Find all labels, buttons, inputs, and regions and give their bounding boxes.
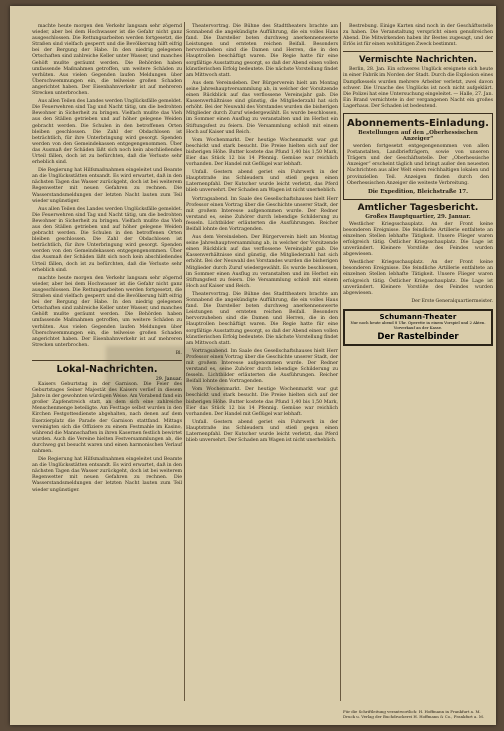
paragraph: Aus allen Teilen des Landes werden Unglücksfälle gemeldet. Die Feuerwehren sind Tag und Nacht tätig, um die bedrohten Bewohner in Sicherheit zu bringen. Vielfach mußte das Vieh aus den Ställen getrieben und auf höher gelegene Weiden gebracht werden. Die Schulen in den betroffenen Orten bleiben geschlossen. Die Zahl der Obdachlosen ist beträchtlich, für ihre Unterbringung wird gesorgt. Spenden werden von den Gemeindekassen entgegengenommen. Über das Ausmaß der Schäden läßt sich noch kein abschließendes Urteil fällen, doch ist zu befürchten, daß die Verluste sehr erheblich sind.: [32, 206, 182, 273]
abonnement-heading: Abonnements-Einladung.: [347, 118, 489, 130]
column-left: [32, 24, 182, 496]
lokal-article: [32, 382, 182, 494]
column-middle: [186, 24, 338, 446]
paragraph: Unfall. Gestern abend geriet ein Fuhrwerk in der Hauptstraße ins Schleudern und stieß gegen einen Laternenpfahl. Der Kutscher wurde leicht verletzt, das Pferd blieb unversehrt. Der Schaden am Wagen ist nicht unerheblich.: [186, 419, 338, 444]
lokal-date: 29. Januar.: [155, 376, 182, 382]
amtlicher-signature: Der Erste Generalquartiermeister.: [411, 298, 493, 304]
paragraph: Berlin, 28. Jan. Ein schweres Unglück ereignete sich heute in einer Fabrik im Norden der Stadt. Durch die Explosion eines Dampfkessels wurden mehrere Arbeiter verletzt, zwei davon schwer. Die Ursache des Unglücks ist noch nicht aufgeklärt. Die Polizei hat eine Untersuchung eingeleitet. — Halle, 27. Jan. Ein Brand vernichtete in der vergangenen Nacht ein großes Lagerhaus. Der Schaden ist bedeutend.: [343, 67, 493, 109]
ad-title: Schumann-Theater: [379, 312, 457, 321]
ad-main-title: Der Rastelbinder: [377, 332, 459, 343]
paragraph: machte heute morgen den Verkehr langsam sehr zögernd wieder, aber bei dem Hochwasser ist die Gefahr nicht ganz ausgeschlossen. Die Rettungsarbeiten werden fortgesetzt, die Straßen sind vielfach gesperrt und die Bevölkerung hilft eifrig bei der Bergung der Habe. In den niedrig gelegenen Ortschaften sind zahlreiche Keller unter Wasser, und manches Gehöft mußte geräumt werden. Die Behörden haben umfassende Maßnahmen getroffen, um weitere Schäden zu verhüten. Aus vielen Gegenden laufen Meldungen über Überschwemmungen ein, die teilweise großen Schaden angerichtet haben. Der Eisenbahnverkehr ist auf mehreren Strecken unterbrochen.: [32, 275, 182, 348]
paragraph: werden fortgesetzt entgegengenommen von allen Postanstalten, Landbriefträgern, sowie von unseren Trägern und der Geschäftsstelle. Der „Oberhessische Anzeiger“ erscheint täglich und bringt außer den neuesten Nachrichten aus aller Welt einen reichhaltigen lokalen und provinziellen Teil. Anzeigen finden durch den Oberhessischen Anzeiger die weiteste Verbreitung.: [347, 144, 489, 186]
column-rule: [340, 22, 341, 701]
paragraph: Vortragsabend. Im Saale des Gesellschaftshauses hielt Herr Professor einen Vortrag über die Geschichte unserer Stadt, der mit großem Interesse aufgenommen wurde. Der Redner verstand es, seine Zuhörer durch lebendige Schilderung zu fesseln. Lichtbilder erläuterten die Ausführungen. Reicher Beifall lohnte den Vortragenden.: [186, 348, 338, 385]
paragraph: Westlicher Kriegsschauplatz. An der Front keine besonderen Ereignisse. Die feindliche Artillerie entfaltete an einzelnen Stellen lebhafte Tätigkeit. Unsere Flieger waren erfolgreich tätig. Östlicher Kriegsschauplatz. Die Lage ist unverändert. Kleinere Vorstöße des Feindes wurden abgewiesen.: [343, 260, 493, 296]
paragraph: Vom Wochenmarkt. Der heutige Wochenmarkt war gut beschickt und stark besucht. Die Preise hielten sich auf der bisherigen Höhe. Butter kostete das Pfund 1,40 bis 1,50 Mark, Eier das Stück 12 bis 14 Pfennig. Gemüse war reichlich vorhanden. Der Handel mit Geflügel war lebhaft.: [186, 387, 338, 417]
paragraph: Unfall. Gestern abend geriet ein Fuhrwerk in der Hauptstraße ins Schleudern und stieß gegen einen Laternenpfahl. Der Kutscher wurde leicht verletzt, das Pferd blieb unversehrt. Der Schaden am Wagen ist nicht unerheblich.: [186, 170, 338, 194]
middle-articles: [186, 24, 338, 444]
paragraph: Westlicher Kriegsschauplatz. An der Front keine besonderen Ereignisse. Die feindliche Artillerie entfaltete an einzelnen Stellen lebhafte Tätigkeit. Unsere Flieger waren erfolgreich tätig. Östlicher Kriegsschauplatz. Die Lage ist unverändert. Kleinere Vorstöße des Feindes wurden abgewiesen.: [343, 221, 493, 258]
abonnement-box: [343, 113, 493, 200]
paragraph: Kaisers Geburtstag in der Garnison. Die Feier des Geburtstages Seiner Majestät des Kaisers verlief in diesem Jahre in der gewohnten würdigen Weise. Am Vorabend fand ein großer Zapfenstreich statt, an dem sich eine zahlreiche Menschenmenge beteiligte. Am Festtage selbst wurden in den Kirchen Festgottesdienste abgehalten, nach denen auf dem Exerzierplatz die Parade der Garnison stattfand. Mittags vereinigten sich die Offiziere zu einem Festmahle im Kasino, während die Mannschaften in ihren Kasernen festlich bewirtet wurden. Auch die Vereine hielten Festversammlungen ab, die durchweg gut besucht waren und einen harmonischen Verlauf nahmen.: [32, 381, 182, 454]
paragraph: Theatervortrag. Die Bühne des Stadttheaters brachte am Sonnabend die angekündigte Aufführung, die ein volles Haus fand. Die Darsteller boten durchweg anerkennenswerte Leistungen und ernteten reichen Beifall. Besonders hervorzuheben sind die Damen und Herren, die in den Hauptrollen beschäftigt waren. Die Regie hatte für eine sorgfältige Ausstattung gesorgt, so daß der Abend einen vollen künstlerischen Erfolg bedeutete. Die nächste Vorstellung findet am Mittwoch statt.: [186, 24, 338, 78]
paragraph: Aus allen Teilen des Landes werden Unglücksfälle gemeldet. Die Feuerwehren sind Tag und Nacht tätig, um die bedrohten Bewohner in Sicherheit zu bringen. Vielfach mußte das Vieh aus den Ställen getrieben und auf höher gelegene Weiden gebracht werden. Die Schulen in den betroffenen Orten bleiben geschlossen. Die Zahl der Obdachlosen ist beträchtlich, für ihre Unterbringung wird gesorgt. Spenden werden von den Gemeindekassen entgegengenommen. Über das Ausmaß der Schäden läßt sich noch kein abschließendes Urteil fällen, doch ist zu befürchten, daß die Verluste sehr erheblich sind.: [32, 99, 182, 166]
newspaper-page: [10, 6, 496, 725]
paragraph: Aus dem Vereinsleben. Der Bürgerverein hielt am Montag seine Jahreshauptversammlung ab, in welcher der Vorsitzende einen Rückblick auf das verflossene Vereinsjahr gab. Die Kassenverhältnisse sind günstig, die Mitgliederzahl hat sich erhöht. Bei der Neuwahl des Vorstandes wurden die bisherigen Mitglieder durch Zuruf wiedergewählt. Es wurde beschlossen, im Sommer einen Ausflug zu veranstalten und im Herbst ein Stiftungsfest zu feiern. Die Versammlung schloß mit einem Hoch auf Kaiser und Reich.: [186, 235, 338, 289]
abonnement-text: [347, 144, 489, 187]
paragraph: Die Regierung hat Hilfsmaßnahmen eingeleitet und Beamte an die Unglücksstätten entsandt. Es wird erwartet, daß in den nächsten Tagen das Wasser zurückgeht, doch ist bei weiterem Regenwetter mit neuen Gefahren zu rechnen. Die Wasserstandsmeldungen der letzten Nacht lauten zum Teil wieder ungünstiger.: [32, 457, 182, 493]
paragraph: Vortragsabend. Im Saale des Gesellschaftshauses hielt Herr Professor einen Vortrag über die Geschichte unserer Stadt, der mit großem Interesse aufgenommen wurde. Der Redner verstand es, seine Zuhörer durch lebendige Schilderung zu fesseln. Lichtbilder erläuterten die Ausführungen. Reicher Beifall lohnte den Vortragenden.: [186, 196, 338, 232]
amtlicher-heading: Amtlicher Tagesbericht.: [357, 202, 479, 213]
amtlicher-subtitle: Großes Hauptquartier, 29. Januar.: [365, 213, 471, 220]
paragraph: Vom Wochenmarkt. Der heutige Wochenmarkt war gut beschickt und stark besucht. Die Preise hielten sich auf der bisherigen Höhe. Butter kostete das Pfund 1,40 bis 1,50 Mark, Eier das Stück 12 bis 14 Pfennig. Gemüse war reichlich vorhanden. Der Handel mit Geflügel war lebhaft.: [186, 137, 338, 168]
divider: [343, 51, 493, 52]
paragraph: Bestrebung. Einige Karten sind noch in der Geschäftsstelle zu haben. Die Veranstaltung verspricht einen genußreichen Abend. Die Mitwirkenden haben ihr Bestes zugesagt, und der Erlös ist für einen wohltätigen Zweck bestimmt.: [343, 24, 493, 48]
paragraph: Die Regierung hat Hilfsmaßnahmen eingeleitet und Beamte an die Unglücksstätten entsandt. Es wird erwartet, daß in den nächsten Tagen das Wasser zurückgeht, doch ist bei weiterem Regenwetter mit neuen Gefahren zu rechnen. Die Wasserstandsmeldungen der letzten Nacht lauten zum Teil wieder ungünstiger.: [32, 168, 182, 204]
amtlicher-article: [343, 222, 493, 305]
paragraph: machte heute morgen den Verkehr langsam sehr zögernd wieder, aber bei dem Hochwasser ist die Gefahr nicht ganz ausgeschlossen. Die Rettungsarbeiten werden fortgesetzt, die Straßen sind vielfach gesperrt und die Bevölkerung hilft eifrig bei der Bergung der Habe. In den niedrig gelegenen Ortschaften sind zahlreiche Keller unter Wasser, und manches Gehöft mußte geräumt werden. Die Behörden haben umfassende Maßnahmen getroffen, um weitere Schäden zu verhüten. Aus vielen Gegenden laufen Meldungen über Überschwemmungen ein, die teilweise großen Schaden angerichtet haben. Der Eisenbahnverkehr ist auf mehreren Strecken unterbrochen.: [32, 24, 182, 97]
right-top: [343, 24, 493, 48]
abonnement-subtitle: Bestellungen auf den „Oberhessischen Anzeiger“: [358, 130, 478, 143]
column-right: [343, 24, 493, 346]
lokal-heading: Lokal-Nachrichten.: [56, 363, 158, 375]
theater-advertisement: [343, 309, 493, 346]
column-rule: [184, 22, 185, 701]
paragraph: Theatervortrag. Die Bühne des Stadttheaters brachte am Sonnabend die angekündigte Aufführung, die ein volles Haus fand. Die Darsteller boten durchweg anerkennenswerte Leistungen und ernteten reichen Beifall. Besonders hervorzuheben sind die Damen und Herren, die in den Hauptrollen beschäftigt waren. Die Regie hatte für eine sorgfältige Ausstattung gesorgt, so daß der Abend einen vollen künstlerischen Erfolg bedeutete. Die nächste Vorstellung findet am Mittwoch statt.: [186, 291, 338, 346]
divider: [32, 360, 182, 361]
vermischte-article: [343, 67, 493, 110]
signature: Bl.: [175, 350, 182, 356]
paragraph: Aus dem Vereinsleben. Der Bürgerverein hielt am Montag seine Jahreshauptversammlung ab, in welcher der Vorsitzende einen Rückblick auf das verflossene Vereinsjahr gab. Die Kassenverhältnisse sind günstig, die Mitgliederzahl hat sich erhöht. Bei der Neuwahl des Vorstandes wurden die bisherigen Mitglieder durch Zuruf wiedergewählt. Es wurde beschlossen, im Sommer einen Ausflug zu veranstalten und im Herbst ein Stiftungsfest zu feiern. Die Versammlung schloß mit einem Hoch auf Kaiser und Reich.: [186, 80, 338, 135]
article-flood: [32, 24, 182, 357]
ad-small-text: Nur noch heute abend 8 Uhr. Operette in einem Vorspiel und 2 Akten. Vorverkauf an der Kasse.: [350, 319, 486, 330]
abonnement-signature: Die Expedition, Bleichstraße 17.: [367, 188, 469, 195]
vermischte-heading: Vermischte Nachrichten.: [358, 55, 478, 66]
imprint-footer: Für die Schriftleitung verantwortlich: H. Hoffmann in Frankfurt a. M. Druck u. Verlag der Buchdruckerei H. Hoffmann & Co., Frankfurt a. M.: [343, 709, 485, 719]
